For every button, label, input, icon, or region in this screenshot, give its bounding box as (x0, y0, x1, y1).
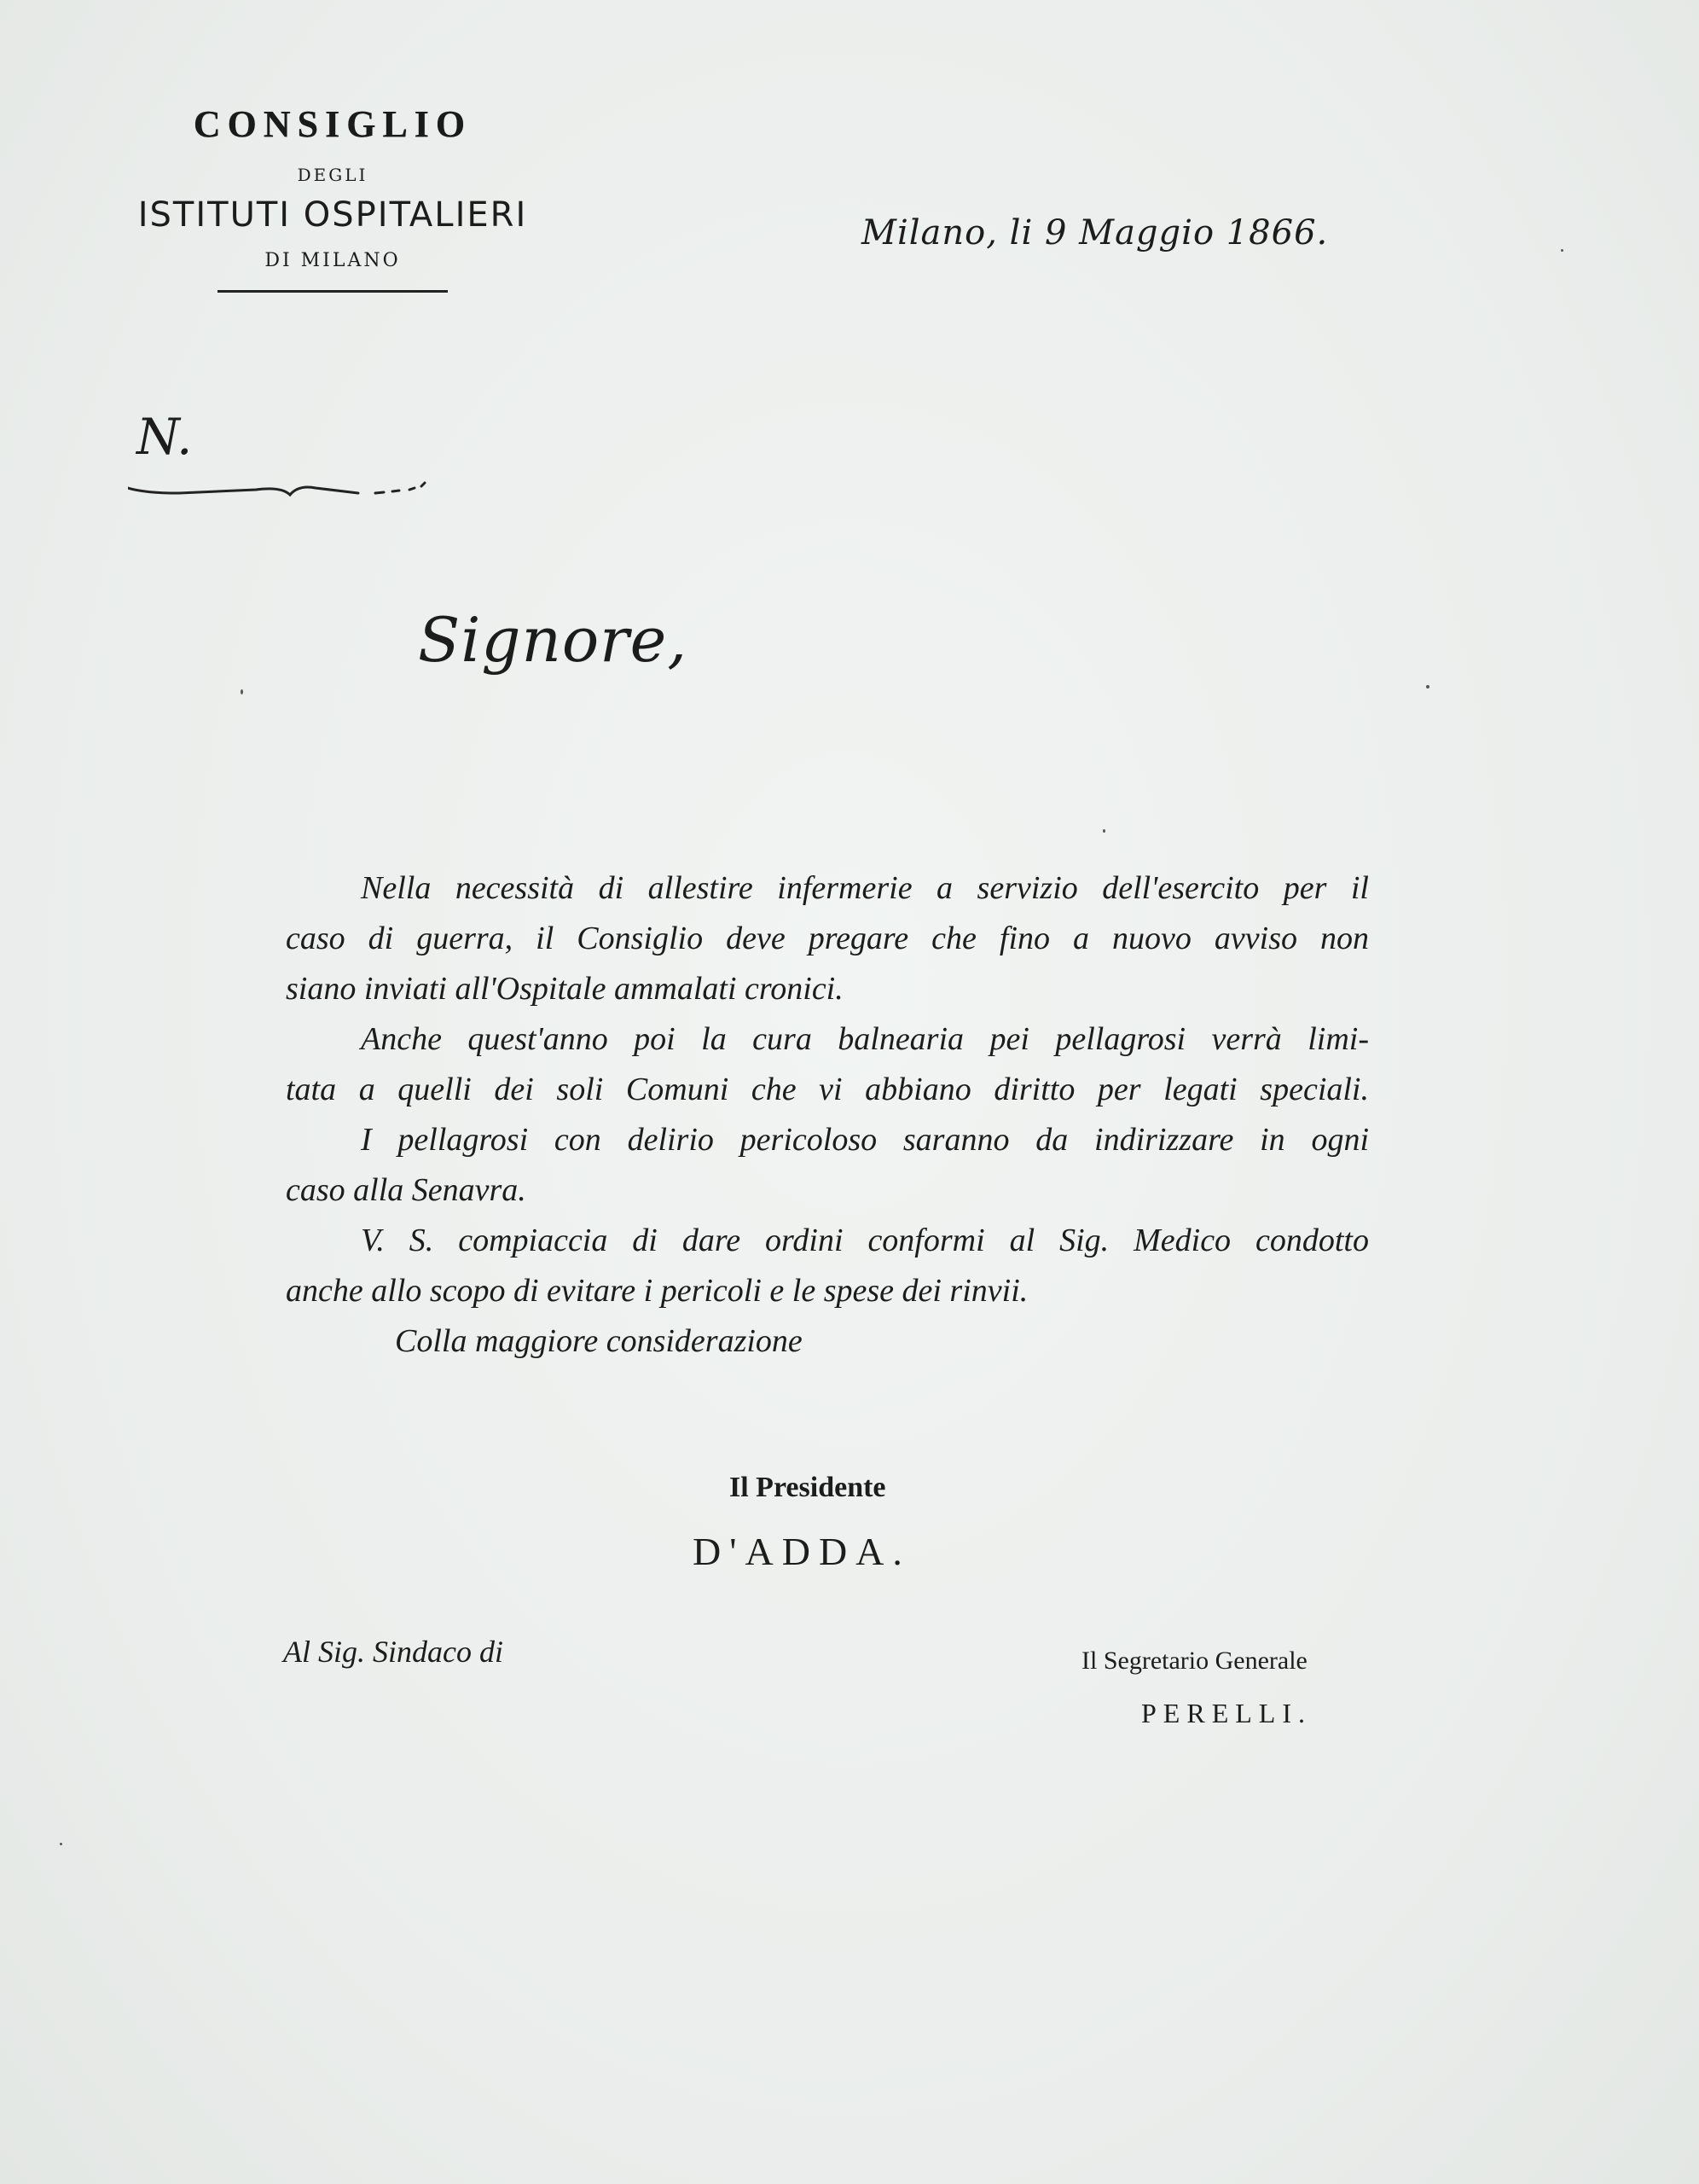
secretary-title: Il Segretario Generale (1081, 1647, 1308, 1675)
body-line: caso di guerra, il Consiglio deve pregare che fino a nuovo avviso non (286, 921, 1369, 956)
paper-speck (1426, 685, 1429, 688)
president-name: D'ADDA. (693, 1530, 911, 1573)
body-line: Nella necessità di allestire infermerie a servizio dell'esercito per il (361, 870, 1369, 906)
protocol-mark: N. (136, 408, 193, 466)
body-line: Colla maggiore considerazione (395, 1323, 803, 1359)
letterhead-city: DI MILANO (264, 250, 401, 271)
body-line: caso alla Senavra. (286, 1172, 526, 1208)
letterhead-rule (217, 290, 448, 293)
addressee: Al Sig. Sindaco di (283, 1635, 503, 1669)
body-line: V. S. compiaccia di dare ordini conformi al Sig. Medico condotto (361, 1223, 1369, 1258)
body-line: Anche quest'anno poi la cura balnearia pei pellagrosi verrà limi- (361, 1021, 1369, 1057)
paper-speck (1103, 829, 1105, 833)
secretary-name: PERELLI. (1141, 1698, 1312, 1728)
letterhead-degli: DEGLI (297, 165, 368, 185)
protocol-flourish (128, 478, 435, 503)
letterhead (119, 102, 546, 293)
letterhead-institutes: ISTITUTI OSPITALIERI (137, 195, 528, 235)
body-line: I pellagrosi con delirio pericoloso saranno da indirizzare in ogni (361, 1122, 1369, 1158)
letter-date: Milano, li 9 Maggio 1866. (861, 213, 1329, 253)
body-line: anche allo scopo di evitare i pericoli e le spese dei rinvii. (286, 1273, 1029, 1309)
paper-speck (60, 1843, 62, 1845)
body-line: siano inviati all'Ospitale ammalati cronici. (286, 971, 844, 1007)
letter-body (286, 863, 1369, 1367)
paper-speck (241, 689, 243, 694)
body-line: tata a quelli dei soli Comuni che vi abbiano diritto per legati speciali. (286, 1072, 1369, 1107)
letterhead-council: CONSIGLIO (193, 103, 473, 145)
president-title: Il Presidente (729, 1472, 886, 1503)
paper-speck (1561, 249, 1563, 252)
salutation: Signore, (418, 604, 688, 676)
